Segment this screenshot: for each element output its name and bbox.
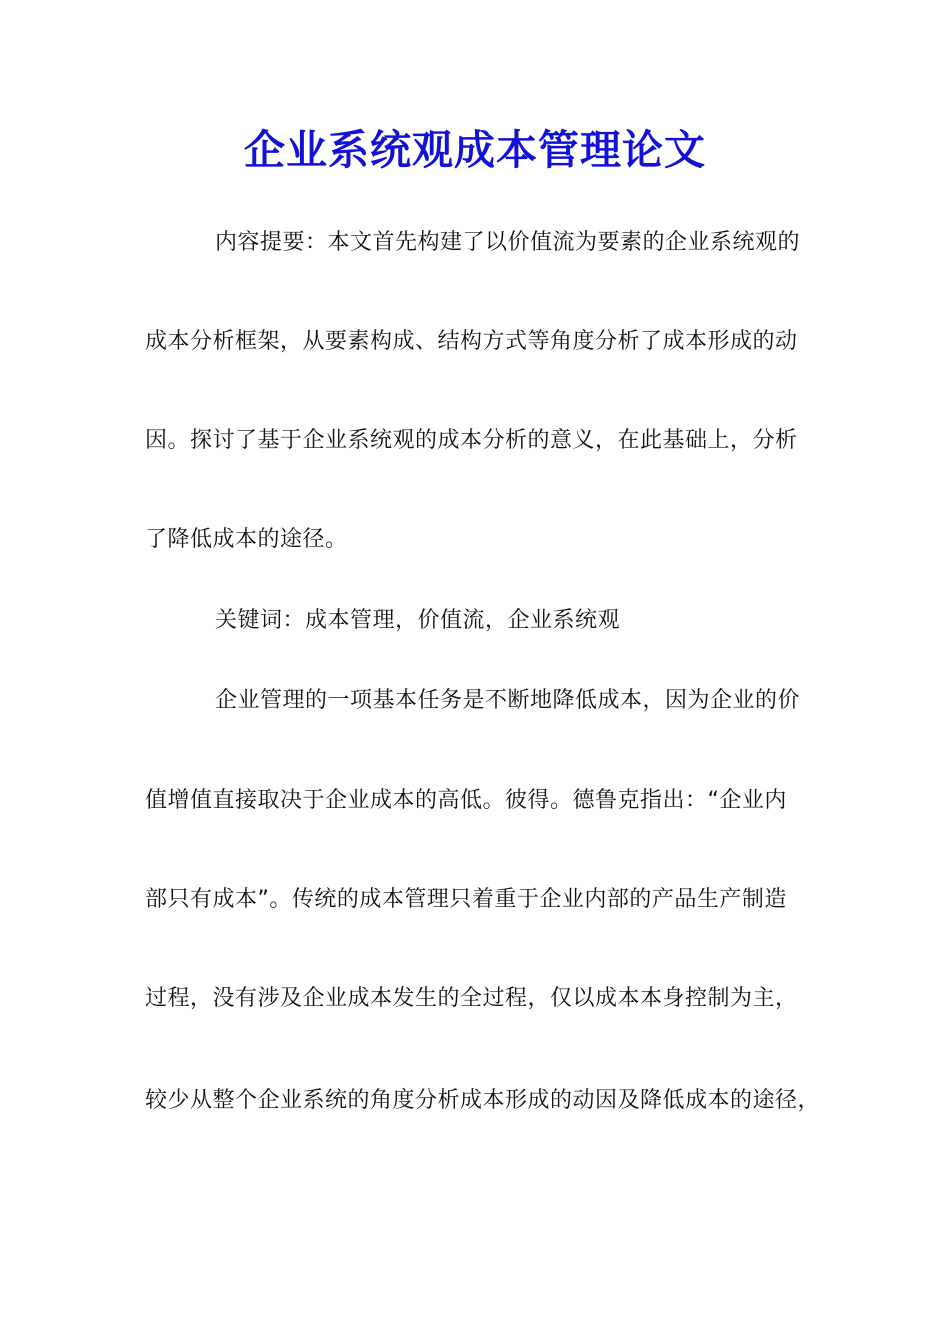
- abstract-line-2: 成本分析框架，从要素构成、结构方式等角度分析了成本形成的动: [145, 329, 798, 354]
- abstract-line-4: 了降低成本的途径。: [145, 527, 348, 552]
- abstract-line-3: 因。探讨了基于企业系统观的成本分析的意义，在此基础上，分析: [145, 428, 798, 453]
- abstract-line-1: 内容提要：本文首先构建了以价值流为要素的企业系统观的: [215, 230, 801, 255]
- body-line-4: 过程，没有涉及企业成本发生的全过程，仅以成本本身控制为主，: [145, 986, 798, 1011]
- document-title: 企业系统观成本管理论文: [244, 126, 706, 174]
- body-line-2: 值增值直接取决于企业成本的高低。彼得。德鲁克指出：“企业内: [145, 788, 787, 813]
- body-line-1: 企业管理的一项基本任务是不断地降低成本，因为企业的价: [215, 688, 801, 713]
- keywords-line: 关键词：成本管理，价值流，企业系统观: [215, 608, 621, 633]
- body-line-5: 较少从整个企业系统的角度分析成本形成的动因及降低成本的途径，: [145, 1088, 821, 1113]
- body-line-3: 部只有成本”。传统的成本管理只着重于企业内部的产品生产制造: [145, 887, 787, 912]
